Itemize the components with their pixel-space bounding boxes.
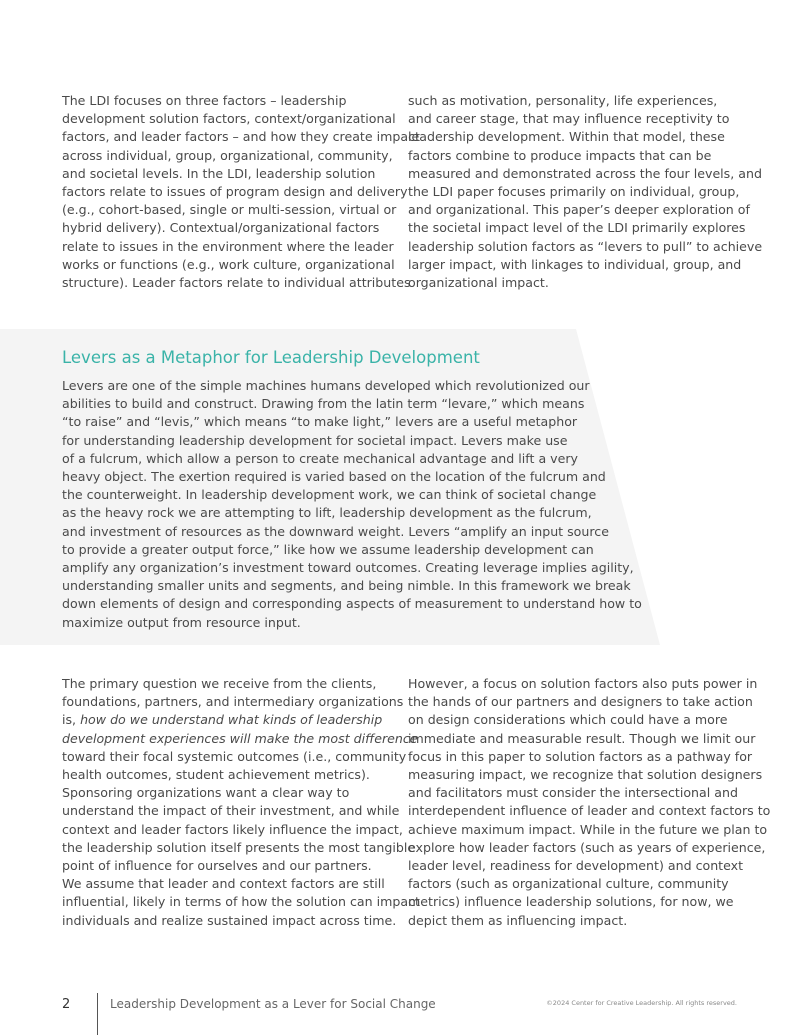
text-line: the LDI paper focuses primarily on individual, group,	[408, 184, 740, 200]
body-column-left	[62, 675, 420, 930]
text-line: achieve maximum impact. While in the future we plan to	[408, 821, 768, 837]
text-line: maximize output from resource input.	[62, 614, 301, 630]
text-line: individuals and realize sustained impact across time.	[62, 912, 397, 928]
text-line: heavy object. The exertion required is varied based on the location of the fulcrum and	[62, 469, 606, 485]
text-line: health outcomes, student achievement metrics).	[62, 767, 370, 783]
text-lines	[62, 748, 420, 930]
text-line: for understanding leadership development for societal impact. Levers make use	[62, 432, 568, 448]
text-line: amplify any organization’s investment toward outcomes. Creating leverage implies agility,	[62, 560, 634, 576]
text-line: factors relate to issues of program design and delivery	[62, 184, 408, 200]
text-line: understanding smaller units and segments, and being nimble. In this framework we break	[62, 578, 631, 594]
text-line: Levers are one of the simple machines humans developed which revolutionized our	[62, 378, 590, 393]
text-line: leadership development. Within that model, these	[408, 129, 725, 145]
text-line: toward their focal systemic outcomes (i.e., community	[62, 748, 407, 764]
text-line: measured and demonstrated across the four levels, and	[408, 165, 762, 181]
text-line: measuring impact, we recognize that solution designers	[408, 767, 763, 783]
text-line: such as motivation, personality, life experiences,	[408, 93, 718, 108]
text-line: development solution factors, context/organizational	[62, 111, 396, 127]
text-line: larger impact, with linkages to individual, group, and	[408, 256, 742, 272]
text-line: metrics) influence leadership solutions, for now, we	[408, 894, 734, 910]
footer-divider	[97, 993, 98, 1035]
footer-title: Leadership Development as a Lever for Social Change	[110, 997, 436, 1011]
text-line: depict them as influencing impact.	[408, 912, 628, 928]
text-line: The primary question we receive from the clients,	[62, 676, 377, 691]
text-line: factors (such as organizational culture, community	[408, 876, 729, 892]
text-line: and societal levels. In the LDI, leadership solution	[62, 165, 376, 181]
text-line: down elements of design and corresponding aspects of measurement to understand how to	[62, 596, 642, 612]
text-line: to provide a greater output force,” like how we assume leadership development can	[62, 541, 594, 557]
text-line	[62, 711, 397, 729]
text-line: and organizational. This paper’s deeper exploration of	[408, 202, 750, 218]
callout-body	[62, 377, 642, 632]
text-line: and facilitators must consider the intersectional and	[408, 785, 738, 801]
text-line: of a fulcrum, which allow a person to create mechanical advantage and lift a very	[62, 450, 578, 466]
text-line: across individual, group, organizational, community,	[62, 147, 393, 163]
text-fragment: is,	[62, 712, 81, 728]
text-line: leadership solution factors as “levers to pull” to achieve	[408, 238, 763, 254]
text-line: focus in this paper to solution factors as a pathway for	[408, 748, 753, 764]
text-line: foundations, partners, and intermediary organizations	[62, 694, 404, 710]
text-line: and investment of resources as the downward weight. Levers “amplify an input source	[62, 523, 609, 539]
italic-question: how do we understand what kinds of leadership	[80, 712, 383, 728]
text-line	[62, 730, 418, 748]
intro-column-right	[408, 92, 763, 292]
text-line: factors combine to produce impacts that can be	[408, 147, 712, 163]
text-line: influential, likely in terms of how the solution can impact	[62, 894, 420, 910]
italic-question: development experiences will make the most difference	[62, 730, 418, 746]
text-line: context and leader factors likely influence the impact,	[62, 821, 403, 837]
text-line: the counterweight. In leadership development work, we can think of societal change	[62, 487, 597, 503]
page-number: 2	[62, 997, 71, 1012]
text-line: We assume that leader and context factors are still	[62, 876, 385, 892]
text-line: relate to issues in the environment where the leader	[62, 238, 394, 254]
text-line: “to raise” and “levis,” which means “to make light,” levers are a useful metaphor	[62, 414, 578, 430]
text-line: organizational impact.	[408, 275, 549, 291]
text-line: structure). Leader factors relate to individual attributes	[62, 275, 411, 291]
text-line: immediate and measurable result. Though we limit our	[408, 730, 756, 746]
body-column-right	[408, 675, 771, 930]
text-line: However, a focus on solution factors also puts power in	[408, 676, 758, 691]
text-line: and career stage, that may influence receptivity to	[408, 111, 730, 127]
text-line: leader level, readiness for development) and context	[408, 858, 744, 874]
text-line: the hands of our partners and designers to take action	[408, 694, 753, 710]
intro-column-left	[62, 92, 420, 292]
callout-title: Levers as a Metaphor for Leadership Development	[62, 348, 480, 367]
text-line: hybrid delivery). Contextual/organizational factors	[62, 220, 380, 236]
text-line: factors, and leader factors – and how they create impact	[62, 129, 420, 145]
text-line: on design considerations which could have a more	[408, 712, 728, 728]
text-line: works or functions (e.g., work culture, organizational	[62, 256, 395, 272]
text-line: the societal impact level of the LDI primarily explores	[408, 220, 746, 236]
text-line: Sponsoring organizations want a clear way to	[62, 785, 350, 801]
text-line: as the heavy rock we are attempting to lift, leadership development as the fulcrum,	[62, 505, 592, 521]
text-line: abilities to build and construct. Drawing from the latin term “levare,” which means	[62, 396, 585, 412]
text-line: The LDI focuses on three factors – leadership	[62, 93, 347, 108]
text-line: understand the impact of their investment, and while	[62, 803, 400, 819]
text-line: interdependent influence of leader and context factors to	[408, 803, 771, 819]
text-line: the leadership solution itself presents the most tangible	[62, 839, 416, 855]
text-line: point of influence for ourselves and our partners.	[62, 858, 372, 874]
text-line: explore how leader factors (such as years of experience,	[408, 839, 766, 855]
copyright-notice: ©2024 Center for Creative Leadership. All rights reserved.	[546, 999, 737, 1007]
text-line: (e.g., cohort-based, single or multi-session, virtual or	[62, 202, 397, 218]
